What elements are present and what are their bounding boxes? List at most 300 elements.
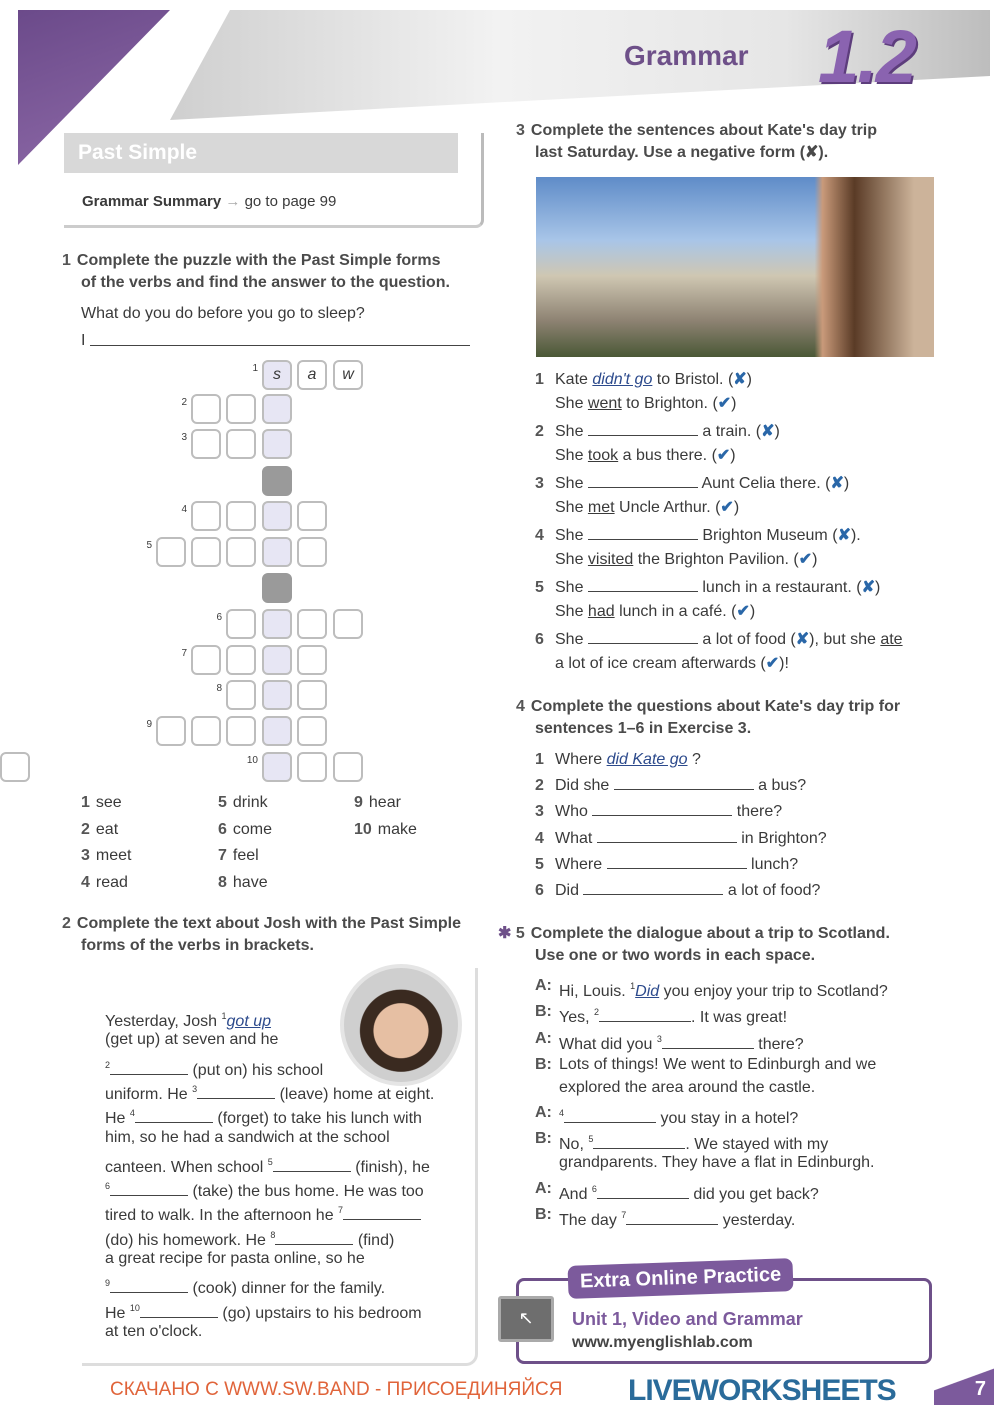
text: in Brighton? [736,829,827,847]
shaded-cell [262,573,292,603]
text: ) [812,551,818,568]
answer-blank[interactable] [597,829,737,843]
text: And [559,1186,592,1203]
text: ) [843,475,850,492]
text: She [555,475,588,492]
underlined-verb: went [587,395,622,412]
text: Did [555,882,584,899]
answer-blank[interactable] [197,1085,275,1099]
verb-label: eat [95,820,119,838]
text: He [105,1304,130,1322]
text: yesterday. [718,1212,796,1229]
clue-number: 9 [146,719,152,730]
verb-label: feel [232,847,259,864]
ex1-question: What do you do before you go to sleep? [81,305,365,322]
answer-column-cell[interactable] [262,501,292,531]
letter-cell[interactable] [226,680,256,710]
letter-cell[interactable] [191,716,221,746]
item-number: 5 [535,579,544,596]
speaker-label: A: [535,1104,552,1121]
text: ). [850,527,861,544]
example-answer: didn't go [592,371,653,388]
ex2-instruction [62,913,461,957]
gap-number: 3 [656,1034,662,1044]
verb-item [354,792,401,814]
text: the Brighton Pavilion. ( [633,551,799,568]
verb-item [81,819,118,841]
letter-cell[interactable] [226,429,256,459]
item-number: 4 [535,829,544,847]
cross-icon: ✘ [795,631,810,648]
ex5-instruction-line: Complete the dialogue about a trip to Scotland. [530,925,890,942]
example-answer: did Kate go [606,751,688,768]
answer-column-cell[interactable] [262,609,292,639]
page-title: Grammar [624,40,749,71]
letter-cell[interactable] [191,645,221,675]
letter-cell[interactable] [226,537,256,567]
answer-column-cell[interactable] [262,680,292,710]
text: She [555,579,588,596]
text-line [105,1321,202,1343]
gap-number: 3 [192,1083,198,1094]
ex4-instruction-line: Complete the questions about Kate's day trip for [530,698,901,715]
text: Hi, Louis. [559,983,631,1000]
letter-cell[interactable] [297,609,327,639]
text: did you get back? [688,1186,819,1203]
item-number: 4 [535,527,544,544]
text: She [555,499,588,516]
ex3-instruction [516,120,877,164]
question-line [555,854,798,876]
laptop-cursor-icon: ↖ [498,1296,554,1342]
text: a bus? [753,777,807,795]
sentence-line [555,577,880,599]
verb-number: 7 [218,847,227,864]
text: Did she [555,777,614,795]
text: him, so he had a sandwich at the school [105,1128,390,1146]
clue-number: 8 [216,683,222,694]
example-answer: Did [635,983,660,1000]
ex1-answer-prefix: I [81,332,86,349]
extra-practice-title: Unit 1, Video and Grammar [572,1309,803,1329]
verb-number: 9 [354,794,363,811]
verb-item [354,819,417,841]
item-number: 2 [535,777,544,795]
text: you enjoy your trip to Scotland? [659,983,888,1000]
text: canteen. When school [105,1158,268,1176]
text: ) [730,447,736,464]
item-number: 1 [535,751,544,768]
clue-number: 4 [181,504,187,515]
text: Where [555,751,607,768]
sentence-line [555,393,737,415]
item-number: 6 [535,882,544,899]
text: She [555,527,588,544]
gap-number: 4 [559,1108,565,1118]
check-icon: ✔ [798,551,813,568]
answer-blank[interactable] [110,1279,188,1293]
verb-label: hear [368,794,401,811]
clue-number: 5 [146,540,152,551]
extra-practice-tag: Extra Online Practice [567,1258,793,1299]
text: (find) [353,1231,395,1249]
underlined-verb: visited [587,551,634,568]
gap-number: 8 [270,1229,276,1240]
dialogue-line [559,1077,815,1099]
text: ) [774,423,780,440]
text: explored the area around the castle. [559,1079,816,1096]
clue-number: 1 [252,363,258,374]
verb-item [218,872,268,894]
letter-cell[interactable] [226,716,256,746]
text: What [555,829,597,847]
verb-number: 8 [218,873,227,891]
text: Who [555,803,593,821]
letter-cell[interactable]: a [297,360,327,390]
gap-number: 10 [129,1302,140,1313]
text: )! [779,655,789,672]
answer-column-cell[interactable]: s [262,360,292,390]
gap-number: 1 [630,981,636,991]
answer-blank[interactable] [593,1135,685,1149]
gap-number: 5 [267,1156,273,1167]
text: uniform. He [105,1085,193,1103]
sentence-line [555,549,817,571]
text: Yesterday, Josh [105,1013,222,1030]
dialogue-line [559,1102,798,1130]
unit-number: 1.2 [818,15,915,98]
verb-label: make [377,820,417,838]
text: ? [687,751,701,768]
text: What did you [559,1036,657,1053]
verb-number: 6 [218,820,227,838]
verb-label: have [232,873,268,891]
watermark: СКАЧАНО С WWW.SW.BAND - ПРИСОЕДИНЯЙСЯ [110,1379,563,1400]
text: She [555,447,588,464]
answer-blank[interactable] [583,881,723,895]
text: a train. ( [697,423,762,440]
text: ) [749,603,756,620]
extra-practice-url[interactable]: www.myenglishlab.com [572,1334,753,1351]
letter-cell[interactable] [226,645,256,675]
text: you stay in a hotel? [656,1110,799,1127]
verb-label: come [232,820,273,838]
speaker-label: B: [535,1056,552,1073]
text: Kate [555,371,593,388]
sentence-line [555,473,849,495]
verb-number: 3 [81,847,90,864]
item-number: 5 [535,855,544,873]
ex3-number: 3 [516,122,525,139]
text: a lot of ice cream afterwards ( [555,655,766,672]
text: Brighton Museum ( [697,527,838,544]
answer-blank[interactable] [588,422,698,436]
speaker-label: B: [535,1130,552,1147]
sentence-line [555,525,861,547]
text: a lot of food ( [697,631,796,648]
letter-cell[interactable] [297,645,327,675]
text: Where [555,855,607,873]
text: . It was great! [691,1009,788,1026]
letter-cell[interactable] [156,537,186,567]
text: at ten o'clock. [105,1322,203,1340]
underlined-verb: took [587,447,619,464]
check-icon: ✔ [720,499,734,516]
text: lunch in a café. ( [614,603,737,620]
letter-cell[interactable] [297,537,327,567]
cross-icon: ✘ [830,475,844,492]
answer-blank[interactable] [597,1185,689,1199]
text: a bus there. ( [618,447,717,464]
check-icon: ✔ [717,395,732,412]
check-icon: ✔ [736,603,750,620]
answer-column-cell[interactable] [262,394,292,424]
ex1-instruction-line: Complete the puzzle with the Past Simple forms [76,252,441,269]
letter-cell[interactable] [226,394,256,424]
text: She [555,423,588,440]
link-target: go to page 99 [244,193,337,210]
text: Uncle Arthur. ( [614,499,721,516]
answer-blank[interactable] [564,1109,656,1123]
letter-cell[interactable] [333,609,363,639]
text: ) [731,395,737,412]
check-icon: ✔ [765,655,780,672]
verb-number: 4 [81,873,90,891]
example-answer: got up [226,1013,272,1030]
dialogue-line [559,1054,876,1076]
verb-label: read [95,873,128,891]
sentence-line [555,445,736,467]
verb-label: see [95,794,122,811]
text: (go) upstairs to his bedroom [217,1304,422,1322]
text: She [555,603,588,620]
shaded-cell [262,466,292,496]
verb-item [81,845,131,867]
verb-item [218,845,259,867]
ex1-number: 1 [62,252,71,269]
answer-blank[interactable] [626,1211,718,1225]
answer-column-cell[interactable] [262,752,292,782]
cross-icon: ✘ [761,423,775,440]
verb-label: drink [232,794,268,811]
speaker-label: A: [535,1180,552,1197]
item-number: 2 [535,423,544,440]
underlined-verb: met [587,499,615,516]
josh-photo [340,964,462,1086]
answer-blank[interactable] [110,1061,188,1075]
sentence-line [555,369,752,391]
text-line [105,1029,278,1051]
ex3-instruction-line: last Saturday. Use a negative form (✘). [535,144,829,161]
text: a lot of food? [723,882,821,899]
gap-number: 7 [338,1205,344,1216]
text: She [555,551,588,568]
speaker-label: A: [535,1030,552,1047]
letter-cell[interactable] [297,752,327,782]
ex4-instruction [516,696,900,740]
verb-number: 2 [81,820,90,838]
text: grandparents. They have a flat in Edinburgh. [559,1154,875,1171]
letter-cell[interactable]: w [333,360,363,390]
letter-cell[interactable] [226,501,256,531]
answer-blank[interactable] [592,802,732,816]
text: The day [559,1212,622,1229]
text: lunch in a restaurant. ( [697,579,862,596]
sentence-line [555,653,789,675]
ex2-instruction-line: forms of the verbs in brackets. [81,937,314,954]
grammar-summary-box [64,133,484,228]
text: there? [732,803,783,821]
summary-title: Past Simple [64,133,458,173]
answer-blank[interactable] [273,1158,351,1172]
dialogue-line [559,1028,804,1056]
question-line [555,801,782,823]
gap-number: 1 [221,1011,227,1021]
text: (do) his homework. He [105,1231,271,1249]
speaker-label: B: [535,1003,552,1020]
answer-blank[interactable] [110,1182,188,1196]
underlined-verb: had [587,603,615,620]
sentence-line [555,601,755,623]
cross-icon: ✘ [861,579,875,596]
letter-cell[interactable] [226,609,256,639]
page-number: 7 [934,1360,994,1405]
text: (take) the bus home. He was too [188,1183,424,1201]
ex5-number: 5 [515,925,525,942]
dialogue-line [559,1178,819,1206]
cross-icon: ✘ [733,371,747,388]
underlined-verb: ate [880,631,903,648]
item-number: 3 [535,475,544,492]
answer-column-cell[interactable] [262,429,292,459]
item-number: 6 [535,631,544,648]
answer-blank[interactable] [135,1109,213,1123]
answer-blank[interactable] [588,578,698,592]
text: ), but she [809,631,881,648]
letter-cell[interactable] [191,429,221,459]
letter-cell[interactable] [191,394,221,424]
text: lunch? [746,855,799,873]
letter-cell[interactable] [297,716,327,746]
liveworksheets-logo: LIVEWORKSHEETS [628,1374,896,1407]
gap-number: 9 [105,1278,111,1289]
letter-cell[interactable] [191,537,221,567]
ex2-instruction-line: Complete the text about Josh with the Past Simple [76,915,461,932]
star-icon: ✱ [498,925,512,942]
text: Lots of things! We went to Edinburgh and we [559,1056,877,1073]
answer-blank[interactable] [588,526,698,540]
ex4-number: 4 [516,698,525,715]
answer-blank[interactable] [662,1035,754,1049]
speaker-label: A: [535,977,552,994]
gap-number: 2 [105,1059,111,1070]
sentence-line [555,421,780,443]
dialogue-line [559,1204,795,1232]
arrow-icon: → [225,193,241,210]
letter-cell[interactable] [0,752,30,782]
letter-cell[interactable] [156,716,186,746]
letter-cell[interactable] [297,501,327,531]
ex1-answer-input[interactable] [90,345,470,346]
text: ) [733,499,740,516]
speaker-label: B: [535,1206,552,1223]
verb-number: 5 [218,794,227,811]
gap-number: 6 [591,1184,597,1194]
text: ) [746,371,752,388]
letter-cell[interactable] [333,752,363,782]
gap-number: 7 [621,1210,627,1220]
text-line [105,1248,365,1270]
answer-blank[interactable] [614,776,754,790]
gap-number: 5 [588,1134,594,1144]
verb-number: 10 [354,820,372,838]
text: She [555,395,588,412]
text: Yes, [559,1009,594,1026]
link-label: Grammar Summary [82,193,222,210]
clue-number: 2 [181,397,187,408]
clue-number: 10 [246,755,258,766]
ex1-instruction-line: of the verbs and find the answer to the question. [81,274,450,291]
ex2-number: 2 [62,915,71,932]
answer-blank[interactable] [607,855,747,869]
answer-column-cell[interactable] [262,645,292,675]
text-line [105,1127,390,1149]
ex5-instruction-line: Use one or two words in each space. [535,947,816,964]
letter-cell[interactable] [191,501,221,531]
clue-number: 7 [181,648,187,659]
answer-blank[interactable] [599,1008,691,1022]
item-number: 3 [535,803,544,821]
verb-item [81,792,122,814]
clue-number: 6 [216,612,222,623]
letter-cell[interactable] [297,680,327,710]
text: ) [874,579,881,596]
gap-number: 6 [105,1181,111,1192]
ex5-instruction [498,923,890,967]
gap-number: 2 [594,1007,600,1017]
text: He [105,1110,130,1128]
dialogue-line [559,975,888,1003]
answer-blank[interactable] [588,474,698,488]
answer-blank[interactable] [588,630,698,644]
dialogue-line [559,1001,787,1029]
verb-item [81,872,128,894]
grammar-summary-link[interactable] [82,193,336,210]
verb-item [218,819,272,841]
text: there? [753,1036,804,1053]
ex3-instruction-line: Complete the sentences about Kate's day trip [530,122,878,139]
cross-icon: ✘ [837,527,851,544]
ex1-instruction [62,250,450,294]
question-line [555,749,701,771]
question-line [555,880,820,902]
check-icon: ✔ [716,447,731,464]
verb-label: meet [95,847,132,864]
ex4-instruction-line: sentences 1–6 in Exercise 3. [535,720,752,737]
text: to Brighton. ( [621,395,718,412]
answer-column-cell[interactable] [262,537,292,567]
text: (cook) dinner for the family. [188,1280,386,1298]
answer-blank[interactable] [275,1231,353,1245]
gap-number: 4 [129,1108,135,1119]
text: to Bristol. ( [652,371,734,388]
question-line [555,775,806,797]
dialogue-line [559,1152,874,1174]
text: (finish), he [350,1158,430,1176]
answer-blank[interactable] [140,1304,218,1318]
answer-blank[interactable] [343,1206,421,1220]
answer-column-cell[interactable] [262,716,292,746]
